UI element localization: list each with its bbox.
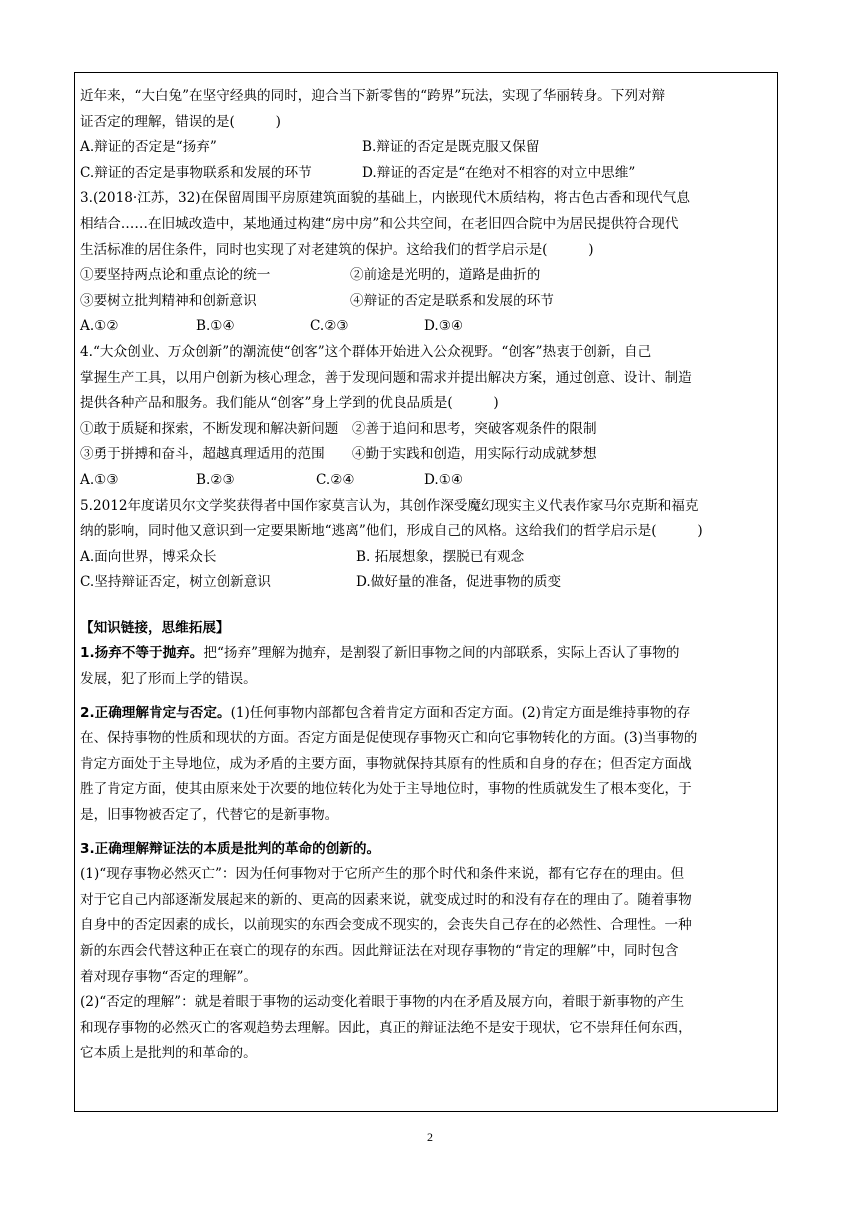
- knowledge-p1-line: 发展，犯了形而上学的错误。: [80, 671, 257, 688]
- page-content: [80, 84, 775, 1067]
- question-4-stem-line: 掌握生产工具，以用户创新为核心理念，善于发现问题和需求并提出解决方案，通过创意、设计、制造: [80, 369, 692, 386]
- question-4-stem-line: 4.“大众创业、万众创新”的潮流使“创客”这个群体开始进入公众视野。“创客”热衷于创新，自己: [80, 343, 652, 360]
- option-d: D.做好量的准备，促进事物的质变: [356, 574, 562, 591]
- choice-a: A.①③: [80, 471, 119, 488]
- knowledge-p1-heading: 1.扬弃不等于抛弃。: [80, 645, 204, 662]
- question-2-stem-line: 证否定的理解，错误的是( ): [80, 113, 281, 130]
- choice-b: B.②③: [196, 471, 235, 488]
- knowledge-p3-line: 新的东西会代替这种正在衰亡的现存的东西。因此辩证法在对现存事物的“肯定的理解”中，同时包含: [80, 943, 679, 959]
- option-c: C.坚持辩证否定，树立创新意识: [80, 574, 271, 591]
- question-3-statements-row: [80, 263, 775, 289]
- statement-3: ③要树立批判精神和创新意识: [80, 292, 257, 309]
- question-5-options-row: [80, 545, 775, 571]
- question-3-statements-row: [80, 289, 775, 315]
- choice-d: D.③④: [424, 318, 464, 335]
- knowledge-p2-heading: 2.正确理解肯定与否定。: [80, 704, 231, 721]
- knowledge-p3-line: 和现存事物的必然灭亡的客观趋势去理解。因此，真正的辩证法绝不是安于现状，它不崇拜任何东西，: [80, 1019, 692, 1036]
- option-c: C.辩证的否定是事物联系和发展的环节: [80, 164, 312, 181]
- knowledge-p2-line: [80, 701, 775, 727]
- knowledge-p3-line: (1)“现存事物必然灭亡”：因为任何事物对于它所产生的那个时代和条件来说，都有它存在的理由。但: [80, 866, 685, 883]
- choice-d: D.①④: [424, 471, 464, 488]
- knowledge-p2-line: 是，旧事物被否定了，代替它的是新事物。: [80, 807, 339, 824]
- question-4-stem-line: 提供各种产品和服务。我们能从“创客”身上学到的优良品质是( ): [80, 395, 499, 412]
- knowledge-p3-line: (2)“否定的理解”：就是着眼于事物的运动变化着眼于事物的内在矛盾及展方向，着眼于新事物的产生: [80, 994, 685, 1011]
- knowledge-p2-line: 在、保持事物的性质和现状的方面。否定方面是促使现存事物灭亡和向它事物转化的方面。(3)当事物的: [80, 730, 698, 747]
- knowledge-p3-heading: 3.正确理解辩证法的本质是批判的革命的创新的。: [80, 840, 381, 857]
- statement-4: ④辩证的否定是联系和发展的环节: [350, 292, 554, 309]
- question-4-statements-line: ③勇于拼搏和奋斗，超越真理适用的范围 ④勤于实践和创造，用实际行动成就梦想: [80, 446, 597, 463]
- section-title: 【知识链接，思维拓展】: [80, 619, 230, 636]
- option-a: A.辩证的否定是“扬弃”: [80, 139, 217, 156]
- choice-a: A.①②: [80, 318, 119, 335]
- statement-2: ②前途是光明的，道路是曲折的: [350, 267, 541, 284]
- knowledge-p3-line: 着对现存事物“否定的理解”。: [80, 968, 258, 985]
- question-2-options-row: [80, 161, 775, 187]
- question-3-stem-line: 3.(2018·江苏，32)在保留周围平房原建筑面貌的基础上，内嵌现代木质结构，将古色古香和现代气息: [80, 190, 690, 207]
- choice-c: C.②③: [310, 318, 349, 335]
- question-4-choices-row: [80, 468, 775, 494]
- question-3-stem-line: 相结合……在旧城改造中，某地通过构建“房中房”和公共空间，在老旧四合院中为居民提供符合现代: [80, 215, 679, 232]
- knowledge-p2-text: (1)任何事物内部都包含着肯定方面和否定方面。(2)肯定方面是维持事物的存: [230, 704, 691, 721]
- question-5-stem-line: 纳的影响，同时他又意识到一定要果断地“逃离”他们，形成自己的风格。这给我们的哲学启示是( ): [80, 523, 703, 540]
- option-b: B. 拓展想象，摆脱已有观念: [356, 548, 525, 565]
- choice-b: B.①④: [196, 318, 235, 335]
- question-5-options-row: [80, 570, 775, 596]
- question-3-stem-line: 生活标准的居住条件，同时也实现了对老建筑的保护。这给我们的哲学启示是( ): [80, 241, 594, 258]
- statement-1: ①要坚持两点论和重点论的统一: [80, 267, 271, 284]
- option-b: B.辩证的否定是既克服又保留: [362, 139, 540, 156]
- knowledge-p2-line: 肯定方面处于主导地位，成为矛盾的主要方面，事物就保持其原有的性质和自身的存在；但否定方面战: [80, 755, 692, 772]
- option-d: D.辩证的否定是“在绝对不相容的对立中思维”: [362, 164, 636, 181]
- question-4-statements-line: ①敢于质疑和探索，不断发现和解决新问题 ②善于追问和思考，突破客观条件的限制: [80, 420, 597, 437]
- question-2-stem-line: 近年来，“大白兔”在坚守经典的同时，迎合当下新零售的“跨界”玩法，实现了华丽转身。下列对辩: [80, 88, 666, 104]
- choice-c: C.②④: [316, 471, 355, 488]
- page-number: 2: [427, 1130, 433, 1144]
- knowledge-p3-line: 自身中的否定因素的成长，以前现实的东西会变成不现实的，会丧失自己存在的必然性、合理性。一种: [80, 917, 692, 934]
- knowledge-p1-text: 把“扬弃”理解为抛弃，是割裂了新旧事物之间的内部联系，实际上否认了事物的: [203, 645, 680, 662]
- question-3-choices-row: [80, 314, 775, 340]
- knowledge-p3-line: 它本质上是批判的和革命的。: [80, 1045, 257, 1062]
- knowledge-p2-line: 胜了肯定方面，使其由原来处于次要的地位转化为处于主导地位时，事物的性质就发生了根本变化，于: [80, 781, 692, 798]
- question-2-options-row: [80, 135, 775, 161]
- knowledge-p1-line: [80, 641, 775, 667]
- question-5-stem-line: 5.2012年度诺贝尔文学奖获得者中国作家莫言认为，其创作深受魔幻现实主义代表作家马尔克斯和福克: [80, 497, 699, 514]
- option-a: A.面向世界，博采众长: [80, 548, 217, 565]
- knowledge-p3-line: 对于它自己内部逐渐发展起来的新的、更高的因素来说，就变成过时的和没有存在的理由了。随着事物: [80, 891, 692, 908]
